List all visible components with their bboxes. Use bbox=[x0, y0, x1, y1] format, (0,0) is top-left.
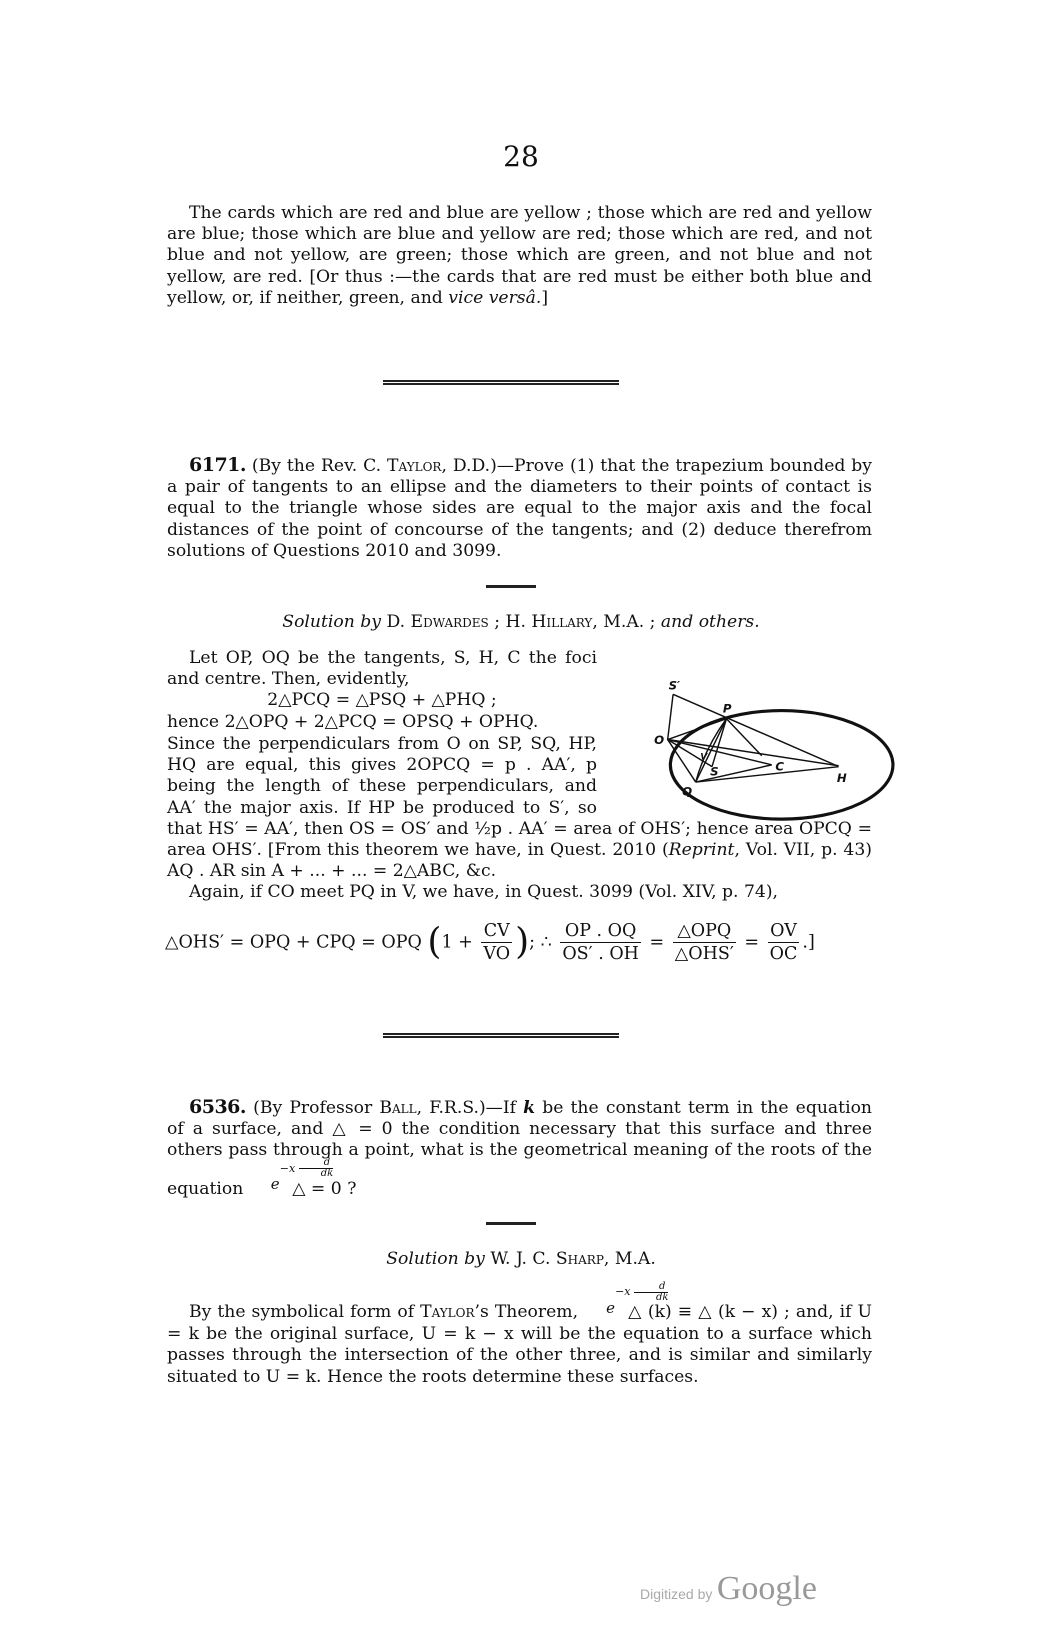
question-6536 bbox=[167, 1097, 872, 1200]
solution-tail: and others. bbox=[660, 612, 760, 632]
label-q: Q bbox=[682, 784, 693, 799]
solution-sep: ; H. bbox=[488, 612, 532, 632]
line-p-c bbox=[726, 719, 761, 756]
intro-text: The cards which are red and blue are yellow ; those which are red and yellow are blue; those which are blue and yellow are red; those which are red, and not blue and not yellow, are green; those which are green, and not blue and not yellow, are red. [Or thus :—the cards that are red must be either both blue and yellow, or, if neither, green, and bbox=[167, 203, 872, 308]
eq-lhs: △OHS′ = OPQ + CPQ = OPQ bbox=[165, 932, 422, 953]
solution-6536-author-pre: W. J. C. bbox=[490, 1249, 556, 1269]
question-number: 6171. bbox=[189, 454, 246, 476]
solution-6536-c: △ (k) ≡ △ (k − x) ; and, if U = k be the original surface, U = k − x will be the equation to a surface which passes through the intersection of the other three, and is similar and similarly situated to U = k. Hence the roots determine these surfaces. bbox=[167, 1302, 872, 1387]
solution-6171-column bbox=[167, 648, 597, 733]
question-number-6536: 6536. bbox=[189, 1096, 246, 1118]
solution-line-2: hence 2△OPQ + 2△PCQ = OPSQ + OPHQ. bbox=[167, 711, 539, 732]
label-s: S bbox=[710, 764, 719, 779]
fraction-opq-ohs: $\frac{\text{△OPQ}}{\text{△OHS′}}$ bbox=[674, 921, 734, 964]
digitized-watermark bbox=[640, 1570, 817, 1608]
fraction-op-oq: $\frac{OP . OQ}{OS' . OH}$ bbox=[562, 921, 639, 964]
question-author-suffix: , D.D.) bbox=[441, 456, 497, 476]
eq-equals-1: = bbox=[649, 932, 665, 953]
solution-6536-a: By the symbolical form of bbox=[189, 1302, 421, 1322]
question-6536-author-suffix: , F.R.S.) bbox=[416, 1098, 486, 1118]
solution-heading-6536 bbox=[0, 1249, 1042, 1269]
solution-label: Solution by bbox=[282, 612, 381, 632]
line-o-h bbox=[668, 740, 839, 766]
question-6536-text-c: △ = 0 ? bbox=[286, 1178, 357, 1199]
solution-6536-body bbox=[167, 1280, 872, 1388]
exponential-operator: e −x $\frac{d}{dk}$ bbox=[270, 1157, 334, 1194]
solution-6536-label: Solution by bbox=[386, 1249, 485, 1269]
eq-therefore: ; ∴ bbox=[529, 932, 552, 953]
short-divider bbox=[486, 585, 536, 588]
solution-equation-1: 2△PCQ = △PSQ + △PHQ ; bbox=[267, 690, 497, 711]
short-divider-2 bbox=[486, 1222, 536, 1225]
solution-line-3: Since the perpendiculars from O on SP, SQ, HP, HQ are equal, this gives 2OPCQ = p . AA′, p being the length of these perpendiculars, and AA′ the major axis. If HP be produced to S′, so that HS′ = AA′, then OS = OS′ and ½p . AA′ = area of OHS′; hence area OPCQ = area OHS′. [From this theorem we have, in Quest. 2010 ( bbox=[167, 734, 872, 861]
question-6536-text-a: —If bbox=[485, 1098, 524, 1118]
eq-end: .] bbox=[802, 932, 815, 953]
eq-paren-open: ( bbox=[427, 921, 442, 963]
label-p: P bbox=[722, 701, 732, 716]
question-6171 bbox=[167, 455, 872, 562]
page-number: 28 bbox=[503, 140, 539, 173]
label-h: H bbox=[836, 771, 847, 786]
solution-6536-suffix: , M.A. bbox=[603, 1249, 656, 1269]
solution-suffix: , M.A. ; bbox=[592, 612, 656, 632]
intro-italic: vice versâ. bbox=[448, 287, 542, 308]
solution-line-4: Again, if CO meet PQ in V, we have, in Quest. 3099 (Vol. XIV, p. 74), bbox=[189, 882, 779, 903]
solution-6536-taylor: Taylor bbox=[420, 1302, 475, 1322]
question-6536-k: k bbox=[523, 1098, 536, 1118]
line-q-c bbox=[696, 765, 772, 782]
question-author-name: Taylor bbox=[387, 456, 442, 476]
solution-author-1: D. Edwardes bbox=[386, 612, 489, 632]
question-6536-text-b: be the constant term in the equation of a surface, and △ = 0 the condition necessary that this surface and three others pass through a point, what is the geometrical meaning of the roots of the equation bbox=[167, 1098, 872, 1199]
question-6536-author-prefix: (By Professor bbox=[253, 1098, 380, 1118]
fraction-cv-vo: $\frac{CV}{VO}$ bbox=[483, 921, 511, 964]
solution-line-3-tail: , Vol. VII, p. 43) AQ . AR sin A + ... + ... = 2△ABC, &c. bbox=[167, 840, 872, 882]
section-divider bbox=[383, 380, 619, 385]
question-text: —Prove (1) that the trapezium bounded by a pair of tangents to an ellipse and the diameters to their points of contact is equal to the triangle whose sides are equal to the major axis and the focal distances of the point of concourse of the tangents; and (2) deduce therefrom solutions of Questions 2010 and 3099. bbox=[167, 456, 872, 561]
solution-author-2: Hillary bbox=[531, 612, 593, 632]
question-6536-author-name: Ball bbox=[379, 1098, 417, 1118]
solution-reprint: Reprint bbox=[668, 840, 735, 861]
ellipse-diagram bbox=[600, 640, 900, 830]
exponential-operator-2: e −x $\frac{d}{dk}$ bbox=[606, 1280, 669, 1317]
label-v: V bbox=[700, 752, 708, 763]
display-equation bbox=[165, 920, 875, 965]
eq-equals-2: = bbox=[744, 932, 760, 953]
construction-lines bbox=[668, 694, 839, 782]
fraction-ov-oc: $\frac{OV}{OC}$ bbox=[769, 921, 798, 964]
label-o: O bbox=[654, 733, 665, 748]
intro-paragraph bbox=[167, 203, 872, 309]
label-c: C bbox=[775, 759, 784, 774]
google-logo: Google bbox=[716, 1570, 817, 1607]
solution-heading-6171 bbox=[0, 612, 1042, 632]
eq-paren-close: ) bbox=[515, 921, 530, 963]
solution-line-1: Let OP, OQ be the tangents, S, H, C the foci and centre. Then, evidently, bbox=[167, 648, 597, 690]
solution-6536-author-name: Sharp bbox=[555, 1249, 604, 1269]
digitized-label: Digitized by bbox=[640, 1586, 713, 1602]
question-author-prefix: (By the Rev. C. bbox=[251, 456, 388, 476]
intro-closing: ] bbox=[541, 287, 549, 308]
eq-one-plus: 1 + bbox=[441, 932, 473, 953]
label-s-prime: S′ bbox=[668, 678, 681, 693]
solution-6536-b: ’s Theorem, bbox=[474, 1302, 585, 1322]
section-divider-2 bbox=[383, 1033, 619, 1038]
